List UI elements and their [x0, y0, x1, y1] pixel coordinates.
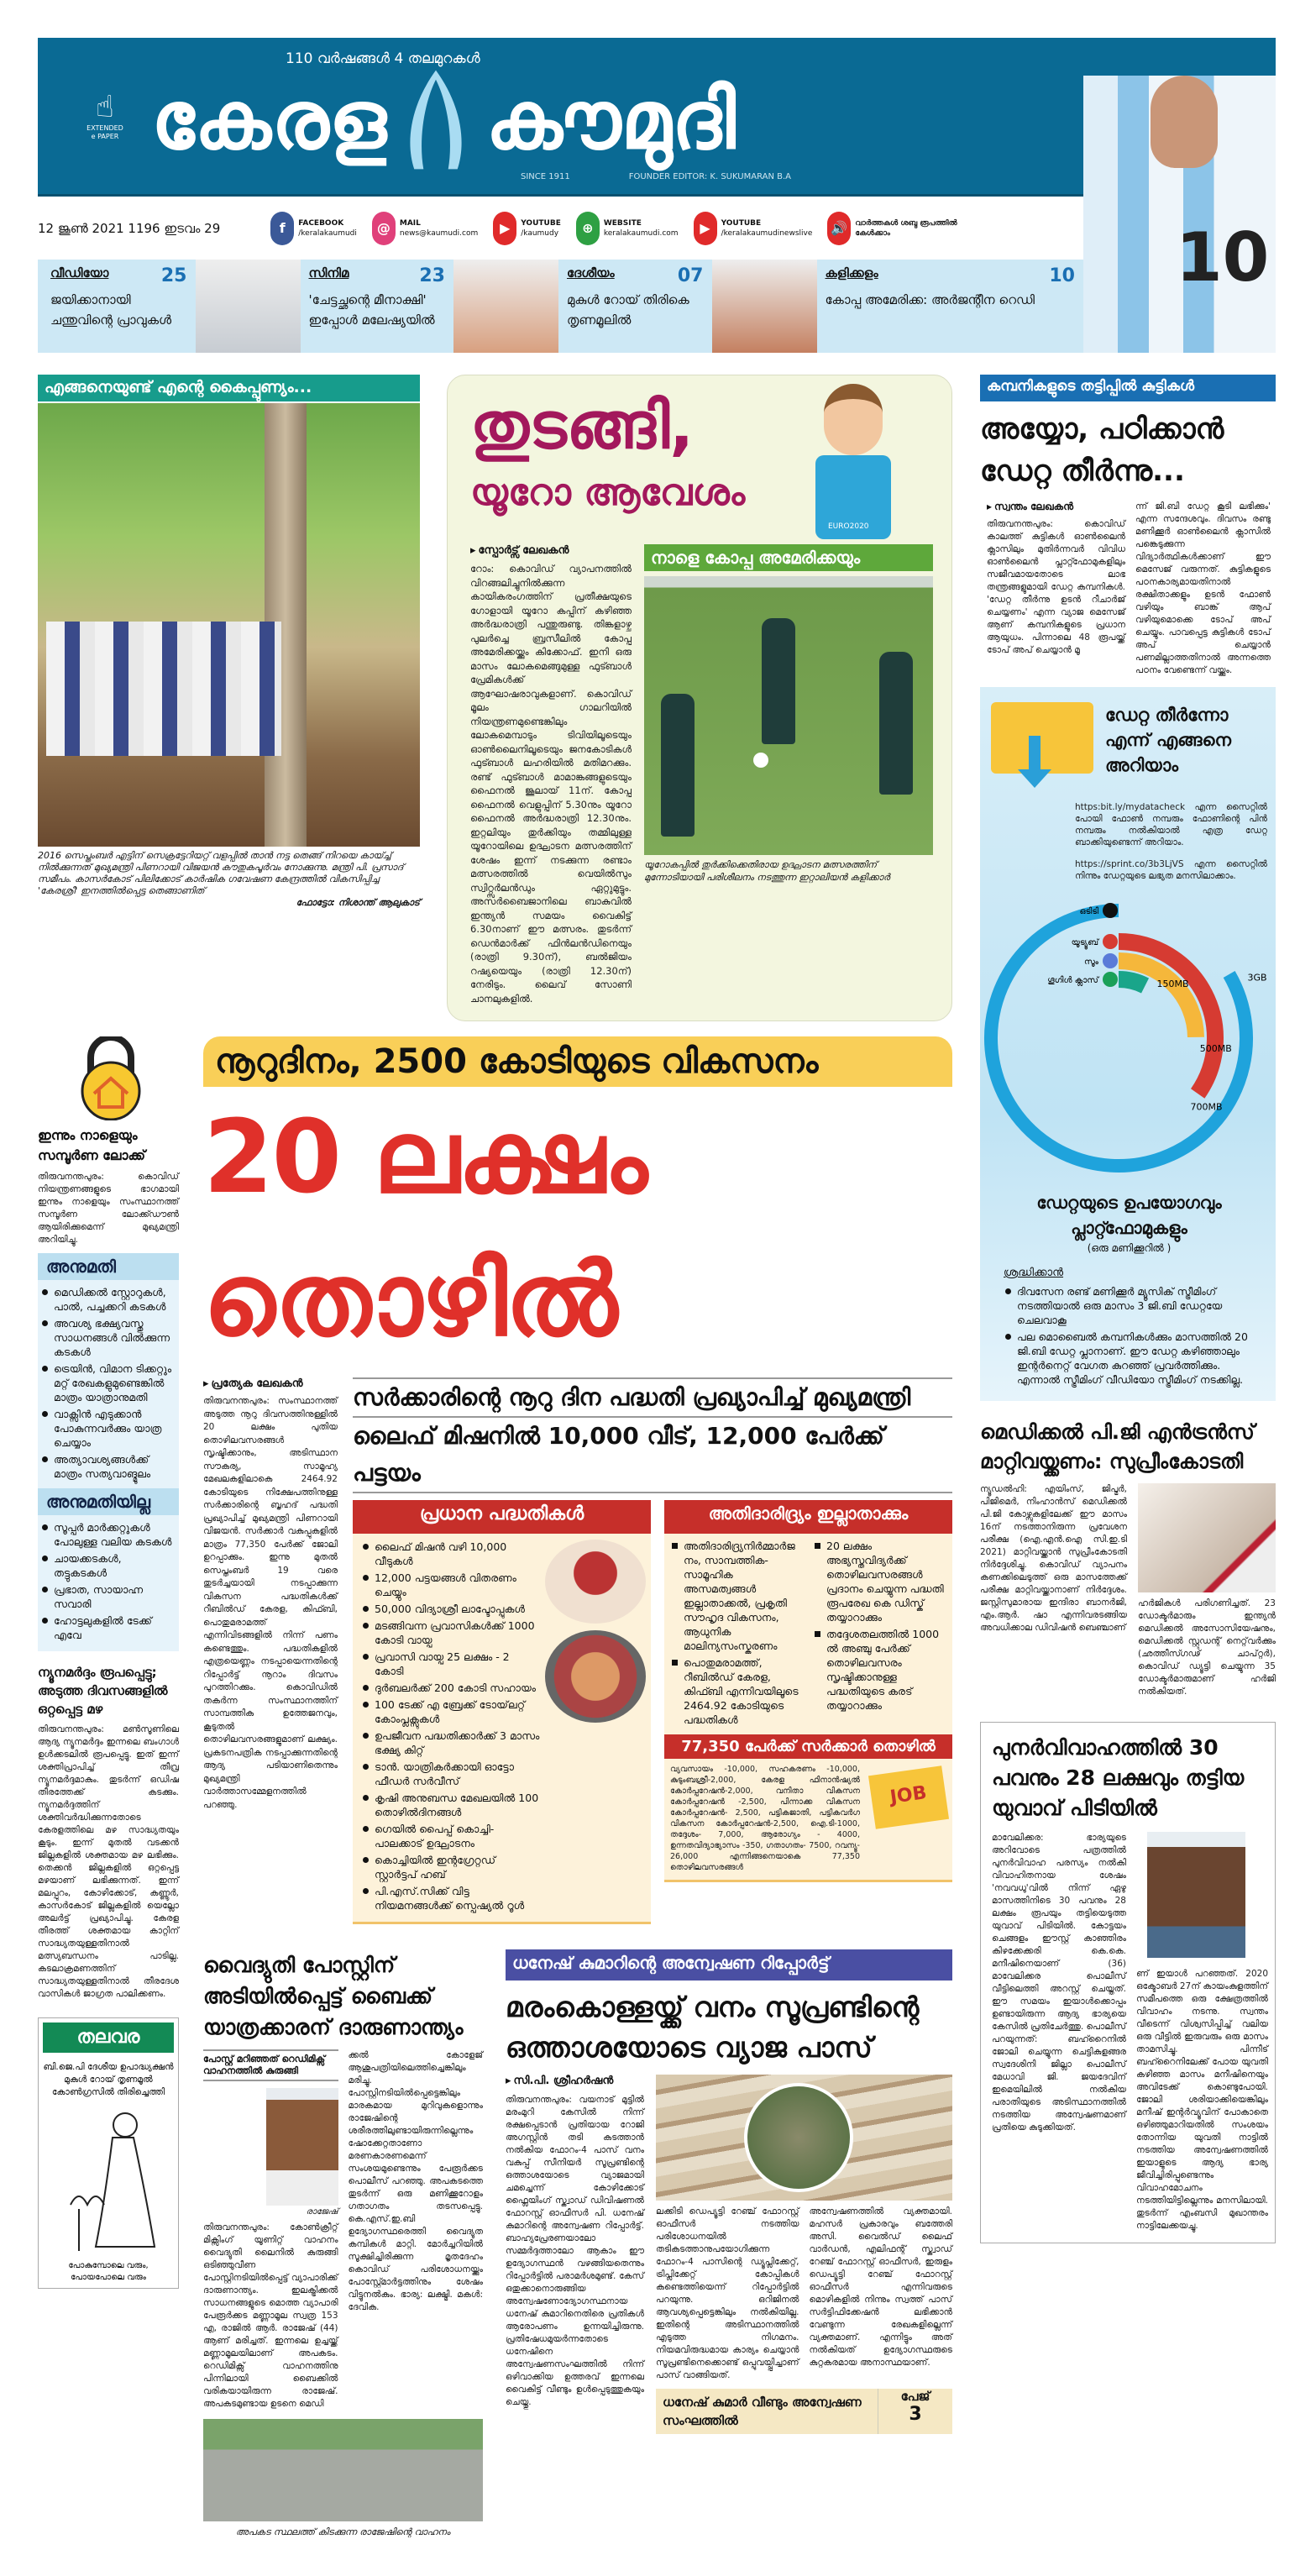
list-item: അതിദാരിദ്ര്യനിർമ്മാർജനം, സാമ്പത്തിക- സാമൂഹിക അസമത്വങ്ങൾ ഇല്ലാതാക്കൽ, പ്രകൃതി സൗഹൃദ വികസനം, ആധുനിക മാലിന്യസംസ്കരണം — [670, 1539, 805, 1653]
lead-byline: ▸ പ്രത്യേക ലേഖകൻ — [203, 1377, 338, 1390]
list-item: ട്രെയിൻ, വിമാന ടിക്കറ്റും മറ്റ് രേഖകളുമുണ്ടെങ്കിൽ മാത്രം യാത്രാനുമതി — [40, 1361, 176, 1404]
youtube-icon: ▶ — [694, 212, 717, 245]
data-story-header: കമ്പനികളുടെ തട്ടിപ്പിൽ കുട്ടികൾ — [980, 375, 1276, 401]
speaker-icon: 🔊 — [827, 212, 851, 245]
logo-text-right: കൗമുദി — [485, 72, 736, 167]
thalavara-text: ബി.ജെ.പി ദേശീയ ഉപാദ്ധ്യക്ഷൻ മുകുൾ റോയ് തൃണമൂൽ കോൺഗ്രസിൽ തിരിച്ചെത്തി — [43, 2062, 174, 2097]
list-item: മടങ്ങിവന്ന പ്രവാസികൾക്ക് 1000 കോടി വായ്പ — [361, 1619, 540, 1647]
google-classroom-icon — [1103, 972, 1118, 987]
social-link[interactable]: ▶ YOUTUBE /kaumudy — [493, 212, 561, 245]
job-sign-image: JOB — [868, 1765, 949, 1829]
euro-mascot: EURO2020 — [782, 384, 933, 539]
forest-body-3: അന്വേഷണത്തിൽ വ്യക്തമായി. മഹസർ പ്രകാരവും ബത്തേരി അസി. വൈൽഡ് ലൈഫ് വാർഡൻ, എലിഫന്റ് സ്ക്വാഡ് റേഞ്ച് ഫോറസ്റ്റ് ഓഫീസർ, ഇരുളം ഡെപ്യൂട്ടി റേഞ്ച് ഫോറസ്റ്റ് ഓഫീസർ എന്നിവരുടെ മൊഴികളിൽ നിന്നും സ്വത്ത് പാസ് സർട്ടിഫിക്കേഷൻ ലഭിക്കാൻ വേണ്ടുന്ന രേഖകളില്ലെന്ന് വ്യക്തമാണ്. എന്നിട്ടും അത് നൽകിയത് ഉദ്യോഗസ്ഥരുടെ കുറ്റകരമായ അനാസ്ഥയാണ്. — [809, 2206, 952, 2368]
house-photo — [545, 1540, 646, 1624]
lead-headline: 20 ലക്ഷം തൊഴിൽ — [203, 1099, 646, 1359]
radial-bar-3 — [1119, 979, 1145, 986]
lead-boxes — [353, 1500, 952, 1924]
list-item: പല മൊബൈൽ കമ്പനികൾക്കും മാസത്തിൽ 20 ജി.ബി ഡേറ്റ പ്ലാനാണ്. ഈ ഡേറ്റ കഴിഞ്ഞാലും ഇന്റർനെറ്റ് വേഗത കുറഞ്ഞ് പ്രവർത്തിക്കും. എന്നാൽ സ്ട്രീമിംഗ് വീഡിയോ സ്ട്രീമിംഗ് നടക്കില്ല. — [1004, 1330, 1259, 1387]
social-link[interactable]: ▶ YOUTUBE /keralakaumudinewslive — [694, 212, 813, 245]
lead-body-row — [203, 1377, 952, 1924]
teaser-page: 10 — [1049, 265, 1075, 286]
accident-photo-caption: അപകട സ്ഥലത്ത് കിടക്കുന്ന രാജേഷിന്റെ വാഹനം — [235, 2526, 451, 2537]
masthead — [38, 38, 1083, 197]
euro-body: റോം: കൊവിഡ് വ്യാപനത്തിൽ വിറങ്ങലിച്ചുനിൽക്കുന്ന കായികരംഗത്തിന് പ്രതീക്ഷയുടെ ഗോളായി യൂറോ കപ്പിന് കഴിഞ്ഞ അർദ്ധരാത്രി പന്തുരുണ്ടു. തിങ്കളാഴ്ച പുലർച്ചെ ബ്രസീലിൽ കോപ്പ അമേരിക്കയ്ക്കും കിക്കോഫ്. ഇനി ഒരു മാസം ലോകമെങ്ങുമുള്ള ഫുട്ബാൾ പ്രേമികൾക്ക് ആഘോഷരാവുകളാണ്. കൊവിഡ് മൂലം ഗാലറിയിൽ നിയന്ത്രണമുണ്ടെങ്കിലും ലോകമെമ്പാടും ടിവിയിലൂടെയും ഓൺലൈനിലൂടെയും ജനകോടികൾ ഫുട്ബാൾ ലഹരിയിൽ മതിമറക്കും. രണ്ട് ഫുട്ബാൾ മാമാങ്കങ്ങളുടെയും ഫൈനൽ ജൂലായ് 11ന്. കോപ്പ ഫൈനൽ വെളുപ്പിന് 5.30നും യൂറോ ഫൈനൽ അർദ്ധരാത്രി 12.30നും. ഇറ്റലിയും തുർക്കിയും തമ്മിലുള്ള യൂറോയിലെ ഉദ്ഘാടന മത്സരത്തിന് ശേഷം ഇന്ന് നടക്കുന്ന രണ്ടാം മത്സരത്തിൽ വെയിൽസും സ്വിറ്റ്സർലൻഡും ഏറ്റുമുട്ടും. അസർബൈജാനിലെ ബാകുവിൽ ഇന്ത്യൻ സമയം വൈകിട്ട് 6.30നാണ് ഈ മത്സരം. തുടർന്ന് ഡെൻമാർക്ക് ഫിൻലൻഡിനെയും (രാത്രി 9.30ന്), ബൽജിയം റഷ്യയെയും (രാത്രി 12.30ന്) നേരിടും. ലൈവ് സോണി ചാനലുകളിൽ. — [470, 563, 632, 1005]
remarriage-headline: പുനർവിവാഹത്തിൽ 30 പവനും 28 ലക്ഷവും തട്ടിയ യുവാവ് പിടിയിൽ — [992, 1735, 1245, 1820]
thalavara-title: തലവര — [43, 2023, 174, 2053]
data-story-byline: ▸ സ്വന്തം ലേഖകൻ — [987, 501, 1125, 513]
poverty-list-b — [813, 1539, 947, 1729]
social-link[interactable]: @ MAIL news@kaumudi.com — [372, 212, 478, 245]
youtube-icon — [1103, 934, 1118, 949]
coconut-caption: 2016 സെപ്തംബർ എട്ടിന് സെക്രട്ടേറിയറ്റ് വളപ്പിൽ താൻ നട്ട തെങ്ങ് നിറയെ കായ്ച്ച് നിൽക്കുന്നത് മുഖ്യമന്ത്രി പിണറായി വിജയൻ കൗതുകപൂർവം നോക്കുന്നു. മന്ത്രി പി. പ്രസാദ് സമീപം. കാസർകോട് പിലിക്കോട് കാർഷിക ഗവേഷണ കേന്ദ്രത്തിൽ വികസിപ്പിച്ച 'കേരശ്രീ' ഇനത്തിൽപ്പെട്ട തെങ്ങാണിത് ഫോട്ടോ: നിശാന്ത് ആലുകാട് — [38, 850, 420, 908]
euro-headline-2: യൂറോ ആവേശം — [470, 471, 746, 514]
list-item: ഗെയിൽ പൈപ്പ് കൊച്ചി-പാലക്കാട് ഉദ്ഘാടനം — [361, 1822, 540, 1850]
accident-photo — [203, 2419, 483, 2521]
schemes-title: പ്രധാന പദ്ധതികൾ — [353, 1500, 651, 1534]
list-item: ദുർബലർക്ക് 200 കോടി സഹായം — [361, 1681, 540, 1695]
forest-header: ധനേഷ് കുമാറിന്റെ അന്വേഷണ റിപ്പോർട്ട് — [506, 1949, 952, 1981]
main-section — [38, 375, 1276, 2538]
lock-house-icon — [67, 1036, 155, 1120]
social-links — [270, 212, 1083, 245]
data-story-body-2: ന്ന് ജി.ബി ഡേറ്റ കൂടി ലഭിക്കും' എന്ന സന്ദേശവും. ദിവസം രണ്ടു മണിക്കൂർ ഓൺലൈൻ ക്ലാസിൽ പങ്കെടുക്കുന്ന വിദ്യാർത്ഥികൾക്കാണ് ഈ മെസേജ് വരുന്നത്. കുട്ടികളുടെ പഠനകാര്യമായതിനാൽ രക്ഷിതാക്കളും ഉടൻ ഫോൺ വഴിയും ബാങ്ക് ആപ് വഴിയുമൊക്കെ ടോപ് അപ് ചെയ്യും. പാവപ്പെട്ട കുട്ടികൾ ടോപ് അപ് ചെയ്യാൻ പണമില്ലാത്തതിനാൽ അന്നത്തെ പഠനം വേണ്ടെന്ന് വയ്ക്കും. — [1135, 501, 1271, 675]
list-item: ടാൻ. യാത്രികർക്കായി ഓട്ടോ ഫീഡർ സർവീസ് — [361, 1760, 540, 1788]
allowed-panel — [38, 1253, 179, 1651]
masthead-credits — [151, 172, 1067, 181]
rajesh-photo — [266, 2088, 338, 2206]
teaser-photo — [196, 260, 301, 353]
euro-head-row — [470, 384, 933, 539]
timber-photo — [656, 2075, 952, 2201]
lead-kicker: നൂറുദിനം, 2500 കോടിയുടെ വികസനം — [203, 1036, 952, 1087]
forest-promo[interactable]: ധനേഷ് കുമാർ വീണ്ടും അന്വേഷണ സംഘത്തിൽ പേജ് 3 — [656, 2389, 952, 2434]
extended-epaper-icon[interactable]: ☝ EXTENDED e PAPER — [84, 91, 126, 141]
zoom-icon — [1103, 953, 1118, 968]
lower-left-row — [38, 1036, 952, 2538]
schemes-box — [353, 1500, 651, 1924]
list-item: സൂപ്പർ മാർക്കറ്റുകൾ പോലുള്ള വലിയ കടകൾ — [40, 1520, 176, 1549]
thalavara-box — [38, 2017, 179, 2289]
rajesh-photo-label: രാജേഷ് — [306, 2207, 338, 2217]
data-story-headline: അയ്യോ, പഠിക്കാൻ ഡേറ്റ തീർന്നു... — [980, 412, 1224, 488]
medical-body-1: ന്യൂഡൽഹി: എയിംസ്, ജിപ്മർ, പിജിമെർ, നിംഹാൻസ് മെഡിക്കൽ പി.ജി കോഴ്സുകളിലേക്ക് ഈ മാസം 16ന് നടത്താനിരുന്ന പ്രവേശന പരീക്ഷ (ഐ.എൻ.ഐ സി.ഇ.ടി 2021) മാറ്റിവയ്ക്കാൻ സുപ്രീംകോടതി നിർദ്ദേശിച്ചു. കൊവിഡ് വ്യാപനം കണക്കിലെടുത്ത് ഒരു മാസത്തേക്ക് പരീക്ഷ മാറ്റിവയ്ക്കാനാണ് നിർദ്ദേശം. ജസ്റ്റിസുമാരായ ഇന്ദിരാ ബാനർജി, എം.ആർ. ഷാ എന്നിവരടങ്ങിയ അവധിക്കാല ഡിവിഷൻ ബെഞ്ചാണ് — [980, 1484, 1127, 1633]
bar-value-label: 3GB — [1247, 972, 1267, 984]
bike-kicker: പോസ്റ്റ് മറിഞ്ഞത് റെഡിമിക്സ് വാഹനത്തിൽ കുരുങ്ങി — [203, 2049, 338, 2081]
forest-story — [506, 1949, 952, 2434]
remarriage-box — [980, 1722, 1276, 2243]
mail-icon: @ — [372, 212, 396, 245]
forest-byline: ▸ സി.പി. ശ്രീഹർഷൻ — [506, 2075, 644, 2087]
facebook-icon: f — [270, 212, 294, 245]
data-panel — [980, 687, 1276, 1401]
teaser-item[interactable] — [826, 260, 1076, 353]
list-item: ലൈഫ് മിഷൻ വഴി 10,000 വീടുകൾ — [361, 1540, 540, 1568]
chart-title: ഡേറ്റയുടെ ഉപയോഗവും പ്ലാറ്റ്ഫോമുകളും — [1036, 1193, 1222, 1238]
medical-body-2: ഹർജികൾ പരിഗണിച്ചത്. 23 ഡോക്ടർമാരും ഇന്ത്യൻ മെഡിക്കൽ അസോസിയേഷനും, മെഡിക്കൽ സ്റ്റുഡന്റ് നെറ്റ്‌വർക്കും (ഛത്തീസ്ഗഢ് ചാപ്റ്റർ), കൊവിഡ് ഡ്യൂട്ടി ചെയ്യുന്ന 35 ഡോക്ടർമാരുമാണ് ഹർജി നൽകിയത്. — [1138, 1598, 1276, 1697]
list-item: ദിവസേന രണ്ട് മണിക്കൂർ മ്യൂസിക് സ്ട്രീമിംഗ് നടത്തിയാൽ ഒരു മാസം 3 ജി.ബി ഡേറ്റയേ ചെലവാകൂ — [1004, 1284, 1259, 1327]
remarriage-body-2: ണ് ഇയാൾ പറഞ്ഞത്. 2020 ഒക്ടോബർ 27ന് കായംകുളത്തിന് സമീപത്തെ ഒരു ക്ഷേത്രത്തിൽ വിവാഹം നടന്നു. സ്വന്തം വീടെന്ന് വിശ്വസിപ്പിച്ച് വലിയ ഒരു വീട്ടിൽ ഇരുവരും ഒരു മാസം താമസിച്ചു. പിന്നീട് ബഹ്റൈനിലേക്ക് പോയ യുവതി കഴിഞ്ഞ മാസം മനീഷിനെയും അവിടേക്ക് കൊണ്ടുപോയി. ജോലി ശരിയാക്കിയെങ്കിലും മനീഷ് ഇന്റർവ്യൂവിന് പോകാതെ ഒഴിഞ്ഞുമാറിയതിൽ സംശയം തോന്നിയ യുവതി നാട്ടിൽ നടത്തിയ അന്വേഷണത്തിൽ ഇയാളുടെ ആദ്യ ഭാര്യ ജീവിച്ചിരിപ്പുണ്ടെന്നും വിവാഹമോചനം നടത്തിയിട്ടില്ലെന്നും മനസിലായി. തുടർന്ന് എംബസി മുഖാന്തരം നാട്ടിലേക്കയച്ചു. — [1136, 1969, 1268, 2231]
bar-value-label: 700MB — [1190, 1101, 1223, 1113]
tagline: 110 വർഷങ്ങൾ 4 തലമുറകൾ — [286, 50, 480, 67]
divider — [353, 1492, 952, 1493]
top-stories-row — [38, 375, 952, 1021]
netflix-icon — [1103, 903, 1118, 918]
chart-subtitle: (ഒരു മണിക്കൂറിൽ ) — [1087, 1242, 1172, 1254]
teaser-section: വീഡിയോ — [50, 265, 109, 281]
lead-body: തിരുവനന്തപുരം: സംസ്ഥാനത്ത് അടുത്ത നൂറു ദിവസത്തിനുള്ളിൽ 20 ലക്ഷം പുതിയ തൊഴിലവസരങ്ങൾ സൃഷ്ടിക്കാനും, അടിസ്ഥാന സൗകര്യ, സാമൂഹ്യ മേഖലകളിലാകെ 2464.92 കോടിയുടെ നിക്ഷേപത്തിനുള്ള സർക്കാരിന്റെ ബൃഹദ് പദ്ധതി പ്രഖ്യാപിച്ച് മുഖ്യമന്ത്രി പിണറായി വിജയൻ. സർക്കാർ വകുപ്പുകളിൽ മാത്രം 77,350 പേർക്ക് ജോലി ഉറപ്പാക്കും. ഇന്നു മുതൽ സെപ്തംബർ 19 വരെ തുടർച്ചയായി നടപ്പാക്കുന്ന വികസന പദ്ധതികൾക്ക് റീബിൽഡ് കേരള, കിഫ്ബി, പൊതുമരാമത്ത് എന്നിവിടങ്ങളിൽ നിന്ന് പണം കണ്ടെത്തും. പദ്ധതികളിൽ എത്രയെണ്ണം നടപ്പായെന്നതിന്റെ റിപ്പോർട്ട് നൂറാം ദിവസം പുറത്തിറക്കും. കൊവിഡിൽ തകർന്ന സംസ്ഥാനത്തിന് സാമ്പത്തിക ഉത്തേജനവും, കൂടുതൽ തൊഴിലവസരങ്ങളുമാണ് ലക്ഷ്യം. പ്രകടനപത്രിക നടപ്പാക്കുന്നതിന്റെ ആദ്യ പടിയാണിതെന്നും മുഖ്യമന്ത്രി വാർത്താസമ്മേളനത്തിൽ പറഞ്ഞു. — [203, 1396, 338, 1810]
teaser-section: കളിക്കളം — [825, 265, 878, 281]
bike-story — [203, 1949, 483, 2538]
list-item: 20 ലക്ഷം അഭ്യസ്തവിദ്യർക്ക് തൊഴിലവസരങ്ങൾ പ്രദാനം ചെയ്യുന്ന പദ്ധതി രൂപരേഖ കെ ഡിസ്ക് തയ്യാറാക്കും — [813, 1539, 947, 1624]
lead-subhead-2: ലൈഫ് മിഷനിൽ 10,000 വീട്, 12,000 പേർക്ക് പട്ടയം — [353, 1422, 884, 1487]
list-item: 12,000 പട്ടയങ്ങൾ വിതരണം ചെയ്യും — [361, 1571, 540, 1599]
bike-body-2: ക്കൽ കോളേജ് ആശുപത്രിയിലെത്തിച്ചെങ്കിലും മരിച്ചു. പോസ്റ്റിനടിയിൽപ്പെട്ടെങ്കിലും മാരകമായ മുറിവുകളൊന്നും രാജേഷിന്റെ ശരീരത്തിലുണ്ടായിരുന്നില്ലെന്നും ഷോക്കേറ്റതാണോ മരണകാരണമെന്ന് സംശയമുണ്ടെന്നും പേരൂർക്കട പൊലീസ് പറഞ്ഞു. അപകടത്തെ തുടർന്ന് ഒരു മണിക്കൂറോളം ഗതാഗതം തടസപ്പെട്ടു. കെ.എസ്.ഇ.ബി ഉദ്യോഗസ്ഥരെത്തി വൈദ്യുത കമ്പികൾ മാറ്റി. മോർച്ചറിയിൽ സൂക്ഷിച്ചിരിക്കുന്ന മൃതദേഹം കൊവിഡ് പരിശോധനയ്ക്കും പോസ്റ്റ്മോർട്ടത്തിനും ശേഷം വിട്ടുനൽകും. ഭാര്യ: ലക്ഷ്മി. മകൾ: ദേവിക. — [348, 2050, 483, 2312]
list-item: അവശ്യ ഭക്ഷ്യവസ്തു സാധനങ്ങൾ വിൽക്കുന്ന കടകൾ — [40, 1316, 176, 1359]
bar-value-label: 500MB — [1199, 1042, 1232, 1054]
social-link[interactable]: 🔊 വാർത്തകൾ ശബ്ദ രൂപത്തിൽ കേൾക്കാം — [827, 212, 964, 245]
accused-photo — [1147, 1832, 1245, 1958]
bottom-row — [203, 1949, 952, 2538]
logo-row — [151, 67, 1067, 172]
category-label: ഗൂഗിൾ ക്ലാസ് — [1047, 976, 1098, 985]
copa-photo-caption: യൂറോകപ്പിൽ തുർക്കിക്കെതിരായ ഉദ്ഘാടന മത്സരത്തിന് മുന്നോടിയായി പരിശീലനം നടത്തുന്ന ഇറ്റാലിയൻ കളിക്കാർ — [644, 859, 890, 883]
lotus-logo-icon — [398, 67, 474, 172]
lead-subhead-1: സർക്കാരിന്റെ നൂറു ദിന പദ്ധതി പ്രഖ്യാപിച്ച് മുഖ്യമന്ത്രി — [353, 1383, 911, 1411]
list-item: ഹോട്ടലുകളിൽ ടേക്ക് എവേ — [40, 1613, 176, 1642]
euro-byline: ▸ സ്പോർട്സ് ലേഖകൻ — [470, 544, 632, 557]
logo-text-left: കേരള — [151, 72, 387, 167]
howto-step-1: https:bit.ly/mydatacheck എന്ന സൈറ്റിൽ പോയി ഫോൺ നമ്പരും ഫോണിന്റെ പിൻ നമ്പരും നൽകിയാൽ എത്ര ഡേറ്റ ബാക്കിയുണ്ടെന്ന് അറിയാം. — [1075, 802, 1267, 847]
teaser-text: കോപ്പ അമേരിക്ക: അർജന്റീന റെഡി — [825, 292, 1035, 307]
jobs-title: 77,350 പേർക്ക് സർക്കാർ തൊഴിൽ — [664, 1734, 952, 1759]
category-label: ഒടിടി — [1079, 907, 1098, 916]
forest-body-2: ലക്കിടി ഡെപ്യൂട്ടി റേഞ്ച് ഫോറസ്റ്റ് ഓഫീസർ നടത്തിയ പരിശോധനയിൽ തടികടത്താനുപയോഗിക്കുന്ന ഫോറം-4 പാസിന്റെ ഡ്യൂപ്ലിക്കേറ്റ്, ട്രിപ്ലിക്കേറ്റ് കോപ്പികൾ കണ്ടെത്തിയെന്ന് റിപ്പോർട്ടിൽ പറയുന്നു. ഒറിജിനൽ ആവശ്യപ്പെട്ടെങ്കിലും നൽകിയില്ല. ഇതിന്റെ അടിസ്ഥാനത്തിൽ എടുത്ത നിഗമനം. നിയമവിരുദ്ധമായ കാര്യം ചെയ്യാൻ സൂപ്രണ്ടിനെക്കൊണ്ട് ഒപ്പുവയ്പ്പിച്ചാണ് പാസ് വാങ്ങിയത്. — [656, 2206, 799, 2380]
list-item: ചായക്കടകൾ, തട്ടുകടകൾ — [40, 1551, 176, 1580]
data-usage-radial-chart — [980, 895, 1278, 1185]
social-link[interactable]: f FACEBOOK /keralakaumudi — [270, 212, 357, 245]
jobs-body: വ്യവസായം -10,000, സഹകരണം -10,000, കുടുംബശ്രീ-2,000, കേരള ഫിനാൻഷ്യൽ കോർപ്പറേഷൻ-2,000, വനിതാ വികസന കോർപ്പറേഷൻ -2,500, പിന്നാക്ക വികസന കോർപ്പറേഷൻ- 2,500, പട്ടികജാതി, പട്ടികവർഗ വികസന കോർപ്പറേഷൻ-2,500, ഐ.ടി-1000, തദ്ദേശം- 7,000, ആരോഗ്യം - 4000, ഉന്നതവിദ്യാഭ്യാസം -350, ഗതാഗതം- 7500, റവന്യൂ- 26,000 എന്നിങ്ങനെയാകെ 77,350 തൊഴിലവസരങ്ങൾ — [670, 1765, 860, 1872]
teaser-section: ദേശീയം — [567, 265, 615, 281]
social-link[interactable]: ⊕ WEBSITE keralakaumudi.com — [576, 212, 679, 245]
notes-list — [991, 1279, 1267, 1389]
since-label: SINCE 1911 — [521, 172, 570, 181]
logo-block — [151, 50, 1067, 181]
howto-step-2: https://sprint.co/3b3LjVS എന്ന സൈറ്റിൽ നിന്നും ഡേറ്റയുടെ ലഭ്യത മനസിലാക്കാം. — [1075, 859, 1267, 881]
list-item: പി.എസ്.സിക്ക് വിട്ട നിയമനങ്ങൾക്ക് സ്പെഷ്യൽ റൂൾ — [361, 1884, 540, 1912]
dateline: 12 ജൂൺ 2021 1196 ഇടവം 29 — [38, 220, 221, 236]
left-sidebar — [38, 1036, 179, 2289]
cartoon-caption: പോകുമ്പോലെ വരും, പോയപോലെ വരും — [68, 2261, 149, 2282]
folder-download-icon — [991, 702, 1093, 774]
list-item: മെഡിക്കൽ സ്റ്റോറുകൾ, പാൽ, പച്ചക്കറി കടകൾ — [40, 1285, 176, 1314]
teaser-page: 23 — [419, 265, 445, 286]
coconut-story — [38, 375, 420, 909]
website-icon: ⊕ — [576, 212, 600, 245]
right-column — [980, 375, 1276, 2243]
teaser-page: 25 — [160, 265, 187, 286]
allowed-title: അനുമതി — [38, 1253, 179, 1280]
howto-title: ഡേറ്റ തീർന്നോ എന്ന് എങ്ങനെ അറിയാം — [1105, 705, 1231, 775]
teaser-item[interactable] — [50, 260, 301, 353]
list-item: കൊച്ചിയിൽ ഇന്റഗ്രേറ്റഡ് സ്റ്റാർട്ടപ് ഹബ് — [361, 1853, 540, 1881]
rain-headline: ന്യൂനമർദ്ദം രൂപപ്പെട്ടു; അടുത്ത ദിവസങ്ങളിൽ ഒറ്റപ്പെട്ട മഴ — [38, 1665, 168, 1717]
rain-body: തിരുവനന്തപുരം: മൺസൂണിലെ ആദ്യ ന്യൂനമർദ്ദം ഇന്നലെ ബംഗാൾ ഉൾക്കടലിൽ രൂപപ്പെട്ടു. ഇത് ഇന്ന് ശക്തിപ്രാപിച്ച് തീവ്ര ന്യൂനമർദ്ദമാകും. തുടർന്ന് ഒഡിഷ തീരത്തേക്ക് കടക്കും. ന്യൂനമർദ്ദത്തിന് ശക്തിവർദ്ധിക്കുന്നതോടെ കേരളത്തിലെ മഴ സാദ്ധ്യതയും കൂടും. ഇന്ന് മുതൽ വടക്കൻ ജില്ലകളിൽ ശക്തമായ മഴ ലഭിക്കും. തെക്കൻ ജില്ലകളിൽ ഒറ്റപ്പെട്ട മഴയാണ് ലഭിക്കുന്നത്. ഇന്ന് മലപ്പുറം, കോഴിക്കോട്, കണ്ണൂർ, കാസർകോട് ജില്ലകളിൽ യെല്ലോ അലർട്ട് പ്രഖ്യാപിച്ചു. കേരള തീരത്ത് ശക്തമായ കാറ്റിന് സാദ്ധ്യതയുള്ളതിനാൽ മത്സ്യബന്ധനം പാടില്ല. കടലാക്രമണത്തിന് സാദ്ധ്യതയുള്ളതിനാൽ തീരദേശ വാസികൾ ജാഗ്രത പാലിക്കണം. — [38, 1724, 179, 1999]
bike-body-1: തിരുവനന്തപുരം: കോൺക്രീറ്റ് മിക്സിംഗ് യൂണിറ്റ് വാഹനം വൈദ്യുതി ലൈനിൽ കുരുങ്ങി ഒടിഞ്ഞുവീണ പോസ്റ്റിനടിയിൽപ്പെട്ട് വ്യാപാരിക്ക് ദാരുണാന്ത്യം. ഇലക്ട്രിക്കൽ സാധനങ്ങളുടെ മൊത്ത വ്യാപാരി പേരൂർക്കട മണ്ണാമൂല സ്വത്ര 153 എ, രാജിൽ ആർ. രാജേഷ് (44) ആണ് മരിച്ചത്. ഇന്നലെ ഉച്ചയ്ക്ക് മണ്ണാമൂലയിലാണ് അപകടം. റെഡിമിക്സ് വാഹനത്തിനു പിന്നിലായി ബൈക്കിൽ വരികയായിരുന്ന രാജേഷ്. അപകടമുണ്ടായ ഉടനെ മെഡി — [203, 2222, 338, 2409]
forest-headline: മരംകൊള്ളയ്ക്ക് വനം സൂപ്രണ്ടിന്റെ ഒത്താശയോടെ വ്യാജ പാസ് — [506, 1991, 920, 2064]
euro-columns — [470, 544, 933, 1005]
teaser-photo — [453, 260, 558, 353]
list-item: പൊതുമരാമത്ത്, റീബിൽഡ് കേരള, കിഫ്ബി എന്നിവയിലൂടെ 2464.92 കോടിയുടെ പദ്ധതികൾ — [670, 1655, 805, 1727]
schemes-list — [361, 1540, 540, 1915]
teaser-text: മുകുൾ റോയ് തിരികെ തൃണമൂലിൽ — [567, 292, 689, 328]
top-section — [38, 38, 1276, 353]
messi-photo: 10 — [1083, 38, 1276, 353]
youtube-icon: ▶ — [493, 212, 516, 245]
list-item: അത്യാവശ്യങ്ങൾക്ക് മാത്രം സത്യവാങ്മൂലം — [40, 1452, 176, 1481]
jobs-row — [664, 1759, 952, 1873]
teaser-strip — [38, 260, 1083, 353]
denied-list — [38, 1515, 179, 1645]
date-social-row — [38, 197, 1083, 260]
lockdown-body: തിരുവനന്തപുരം: കൊവിഡ് നിയന്ത്രണങ്ങളുടെ ഭാഗമായി ഇന്നും നാളെയും സംസ്ഥാനത്ത് സമ്പൂർണ ലോക്ക്ഡൗൺ ആയിരിക്കുമെന്ന് മുഖ്യമന്ത്രി അറിയിച്ചു. — [38, 1172, 179, 1245]
coconut-header: എങ്ങനെയുണ്ട് എന്റെ കൈപ്പുണ്യം... — [38, 375, 420, 401]
teaser-text: 'ചേട്ടച്ഛന്റെ മീനാക്ഷി' ഇപ്പോൾ മലേഷ്യയിൽ — [308, 292, 435, 328]
lockdown-headline: ഇന്നും നാളെയും സമ്പൂർണ ലോക്ക് — [38, 1127, 146, 1163]
left-area — [38, 375, 952, 2538]
list-item: വാക്സിൻ എടുക്കാൻ പോകുന്നവർക്കും യാത്ര ചെയ്യാം — [40, 1407, 176, 1450]
italy-training-photo — [644, 576, 933, 855]
bike-headline: വൈദ്യുതി പോസ്റ്റിന് അടിയിൽപ്പെട്ട് ബൈക്ക് യാത്രക്കാരന് ദാരുണാന്ത്യം — [203, 1953, 464, 2039]
euro-headline-1: തുടങ്ങി, — [470, 388, 695, 463]
list-item: പ്രഭാത, സായാഹ്ന സവാരി — [40, 1582, 176, 1611]
poverty-box — [664, 1500, 952, 1882]
teaser-item[interactable] — [309, 260, 559, 353]
top-left — [38, 38, 1083, 353]
lead-column — [203, 1036, 952, 2538]
list-item: പ്രവാസി വായ്പ 25 ലക്ഷം - 2 കോടി — [361, 1650, 540, 1678]
teaser-item[interactable] — [567, 260, 817, 353]
data-story-body-1: തിരുവനന്തപുരം: കൊവിഡ് കാലത്ത് കുട്ടികൾ ഓൺലൈൻ ക്ലാസിലും മുതിർന്നവർ വിവിധ ഓൺലൈൻ പ്ലാറ്റ്ഫോമുകളിലും സജീവമായതോടെ ലാഭ തന്ത്രങ്ങളുമായി ഡേറ്റ കമ്പനികൾ. 'ഡേറ്റ തീർന്നു ഉടൻ റീചാർജ് ചെയ്യണം' എന്ന വ്യാജ മെസേജ് ആണ് കമ്പനികളുടെ പ്രധാന ആയുധം. പിന്നാലെ 48 രൂപയ്ക്ക് ടോപ് അപ് ചെയ്യാൻ മൂ — [987, 519, 1125, 655]
list-item: ഉപജീവന പദ്ധതിക്കാർക്ക് 3 മാസം ഭക്ഷ്യ കിറ്റ് — [361, 1729, 540, 1757]
category-label: സൂം — [1083, 957, 1098, 967]
poverty-list-a — [670, 1539, 805, 1729]
list-item: തദ്ദേശതലത്തിൽ 1000 ൽ അഞ്ചു പേർക്ക് തൊഴിലവസരം സൃഷ്ടിക്കാനുള്ള പദ്ധതിയുടെ കരട് തയ്യാറാക്കും — [813, 1627, 947, 1713]
denied-title: അനുമതിയില്ല — [38, 1488, 179, 1515]
list-item: കൃഷി അനുബന്ധ മേഖലയിൽ 100 തൊഴിൽദിനങ്ങൾ — [361, 1791, 540, 1819]
teaser-page: 07 — [677, 265, 704, 286]
teaser-photo — [712, 260, 817, 353]
founder-label: FOUNDER EDITOR: K. SUKUMARAN B.A — [628, 172, 792, 181]
allowed-list — [38, 1280, 179, 1483]
medical-headline: മെഡിക്കൽ പി.ജി എൻട്രൻസ് മാറ്റിവയ്ക്കണം: സുപ്രീംകോടതി — [980, 1420, 1255, 1473]
students-photo — [545, 1630, 646, 1723]
list-item: 100 ടേക്ക് എ ബ്രേക്ക് ടോയ്‌ലറ്റ് കോംപ്ലക്സുകൾ — [361, 1697, 540, 1726]
euro-box — [447, 375, 952, 1021]
cartoon-image — [45, 2104, 171, 2255]
remarriage-body-1: മാവേലിക്കര: ഭാര്യയുടെ അറിവോടെ പത്രത്തിൽ പുനർവിവാഹ പരസ്യം നൽകി വിവാഹിതനായ ശേഷം 'നവവധു'വിൽ നിന്ന് ഏഴു മാസത്തിനിടെ 30 പവനും 28 ലക്ഷം രൂപയും തട്ടിയെടുത്ത യുവാവ് പിടിയിൽ. കോട്ടയം ചെങ്ങളം ഈസ്റ്റ് കാഞ്ഞിരം കിഴക്കേക്കരി കെ.കെ. മനീഷിനെയാണ് (36) മാവേലിക്കര പൊലീസ് വീട്ടിലെത്തി അറസ്റ്റ് ചെയ്തത്. ഈ സമയം ഇയാൾക്കൊപ്പം ഉണ്ടായിരുന്ന ആദ്യ ഭാര്യയെ കേസിൽ പ്രതിചേർത്തു. പൊലീസ് പറയുന്നത്: ബഹ്റൈനിൽ ജോലി ചെയ്യുന്ന ചെട്ടികുളങ്ങര സ്വദേശിനി ജില്ലാ പൊലീസ് മേധാവി ജി. ജയദേവിന് ഇമെയിലിൽ നൽകിയ പരാതിയുടെ അടിസ്ഥാനത്തിൽ നടത്തിയ അന്വേഷണമാണ് പ്രതിയെ കുടുക്കിയത്. — [992, 1833, 1126, 2133]
poverty-title: അതിദാരിദ്ര്യം ഇല്ലാതാക്കും — [664, 1500, 952, 1534]
copa-header: നാളെ കോപ്പ അമേരിക്കയും — [644, 544, 933, 571]
medical-exam-photo — [1138, 1483, 1276, 1592]
list-item: 50,000 വിദ്യാശ്രീ ലാപ്ടോപ്പുകൾ — [361, 1602, 540, 1616]
forest-body-1: തിരുവനന്തപുരം: വയനാട് മുട്ടിൽ മരംമുറി കേസിൽ നിന്ന് രക്ഷപ്പെടാൻ പ്രതിയായ റോജി അഗസ്റ്റിൻ തടി കടത്താൻ നൽകിയ ഫോറം-4 പാസ് വനം വകുപ്പ് സീനിയർ സൂപ്രണ്ടിന്റെ ഒത്താശയോടെ വ്യാജമായി ചമച്ചെന്ന് കോഴിക്കോട് ഫ്ലൈയിംഗ് സ്ക്വാഡ് ഡിവിഷണൽ ഫോറസ്റ്റ് ഓഫീസർ പി. ധനേഷ് കുമാറിന്റെ അന്വേഷണ റിപ്പോർട്ട്. ബാഹ്യപ്രേരണയാലോ സമ്മർദ്ദത്താലോ ആകാം ഈ ഉദ്യോഗസ്ഥൻ വഴങ്ങിയതെന്നും റിപ്പോർട്ടിൽ പരാമർശമുണ്ട്. കേസ് ഒതുക്കാനൊരുങ്ങിയ അന്വേഷണോദ്യോഗസ്ഥനായ ധനേഷ് കുമാറിനെതിരെ പ്രതികൾ ആരോപണം ഉന്നയിച്ചിരുന്നു. പ്രതിഷേധമുയർന്നതോടെ ധനേഷിനെ അന്വേഷണസംഘത്തിൽ നിന്ന് ഒഴിവാക്കിയ ഉത്തരവ് ഇന്നലെ വൈകിട്ട് വീണ്ടും ഉൾപ്പെടുത്തുകയും ചെയ്തു. — [506, 2095, 644, 2407]
category-label: യൂട്യൂബ് — [1071, 938, 1098, 947]
notes-title: ശ്രദ്ധിക്കാൻ — [1004, 1267, 1064, 1279]
hand-pointer-icon: ☝ — [96, 90, 114, 124]
teaser-text: ജയിക്കാനായി ചന്തുവിന്റെ പ്രാവുകൾ — [50, 292, 172, 328]
teaser-section: സിനിമ — [308, 265, 349, 281]
bar-value-label: 150MB — [1156, 978, 1189, 990]
coconut-photo — [38, 403, 420, 847]
